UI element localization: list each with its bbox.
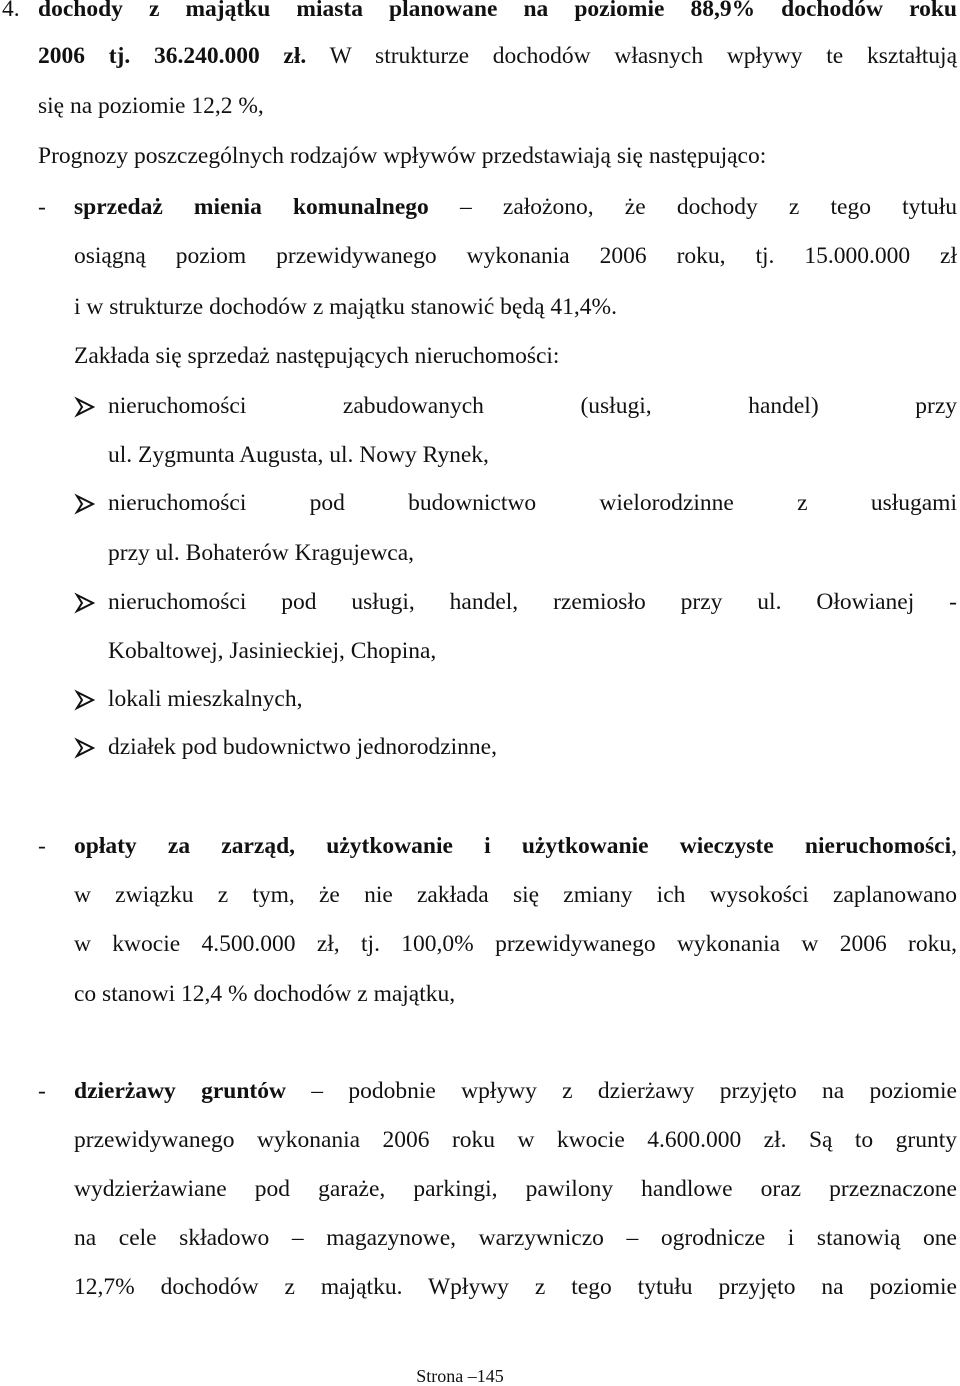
section4-line4: Prognozy poszczególnych rodzajów wpływów przedstawiają się następująco:	[38, 143, 767, 169]
item-fees-line4: co stanowi 12,4 % dochodów z majątku,	[74, 981, 456, 1007]
item-lease-marker: -	[38, 1078, 46, 1104]
item-lease-line5: 12,7% dochodów z majątku. Wpływy z tego tytułu przyjęto na poziomie	[74, 1274, 957, 1300]
bullet-3-line2: Kobaltowej, Jasinieckiej, Chopina,	[108, 638, 437, 664]
item-lease-line3: wydzierżawiane pod garaże, parkingi, pawilony handlowe oraz przeznaczone	[74, 1176, 957, 1202]
item-fees-marker: -	[38, 833, 46, 859]
bullet-3-line1: nieruchomości pod usługi, handel, rzemiosło przy ul. Ołowianej -	[108, 589, 957, 615]
bullet-5-line1: działek pod budownictwo jednorodzinne,	[108, 734, 497, 760]
section4-line2	[38, 41, 957, 71]
item-lease-line2: przewidywanego wykonania 2006 roku w kwocie 4.600.000 zł. Są to grunty	[74, 1127, 957, 1153]
page-footer	[0, 1366, 920, 1386]
bullet-2-line1: nieruchomości pod budownictwo wielorodzinne z usługami	[108, 490, 957, 516]
section4-line1: dochody z majątku miasta planowane na poziomie 88,9% dochodów roku	[38, 0, 957, 22]
arrow-bullet-icon	[74, 592, 96, 614]
item-sale-line4: Zakłada się sprzedaż następujących nieruchomości:	[74, 343, 560, 369]
bullet-2-line2: przy ul. Bohaterów Kragujewca,	[108, 540, 415, 566]
page-label: Strona	[416, 1366, 464, 1386]
page-number: –145	[467, 1366, 504, 1386]
section-number-text: 4.	[2, 0, 20, 22]
item-fees-line2: w związku z tym, że nie zakłada się zmiany ich wysokości zaplanowano	[74, 882, 957, 908]
arrow-bullet-icon	[74, 737, 96, 759]
arrow-bullet-icon	[74, 689, 96, 711]
section-number	[2, 0, 20, 24]
item-lease-line4: na cele składowo – magazynowe, warzywniczo – ogrodnicze i stanowią one	[74, 1225, 957, 1251]
item-sale-line2: osiągną poziom przewidywanego wykonania 2006 roku, tj. 15.000.000 zł	[74, 243, 957, 269]
item-fees-line3: w kwocie 4.500.000 zł, tj. 100,0% przewidywanego wykonania w 2006 roku,	[74, 931, 957, 957]
bullet-1-line1: nieruchomości zabudowanych (usługi, handel) przy	[108, 393, 957, 419]
arrow-bullet-icon	[74, 493, 96, 515]
section4-line2-rest: W strukturze dochodów własnych wpływy te kształtują	[306, 43, 957, 69]
item-lease-line1: dzierżawy gruntów – podobnie wpływy z dzierżawy przyjęto na poziomie	[74, 1078, 957, 1104]
arrow-bullet-icon	[74, 396, 96, 418]
item-sale-line3: i w strukturze dochodów z majątku stanowić będą 41,4%.	[74, 294, 617, 320]
item-fees-line1: opłaty za zarząd, użytkowanie i użytkowanie wieczyste nieruchomości,	[74, 833, 957, 859]
bullet-4-line1: lokali mieszkalnych,	[108, 686, 303, 712]
item-sale-heading: sprzedaż mienia komunalnego	[74, 194, 429, 220]
item-fees-heading: opłaty za zarząd, użytkowanie i użytkowanie wieczyste nieruchomości	[74, 833, 952, 859]
item-sale-line1: sprzedaż mienia komunalnego – założono, że dochody z tego tytułu	[74, 194, 957, 220]
section4-line3: się na poziomie 12,2 %,	[38, 93, 264, 119]
item-lease-heading: dzierżawy gruntów	[74, 1078, 286, 1104]
item-sale-marker: -	[38, 194, 46, 220]
bullet-1-line2: ul. Zygmunta Augusta, ul. Nowy Rynek,	[108, 442, 489, 468]
section4-amount: 2006 tj. 36.240.000 zł.	[38, 43, 307, 69]
